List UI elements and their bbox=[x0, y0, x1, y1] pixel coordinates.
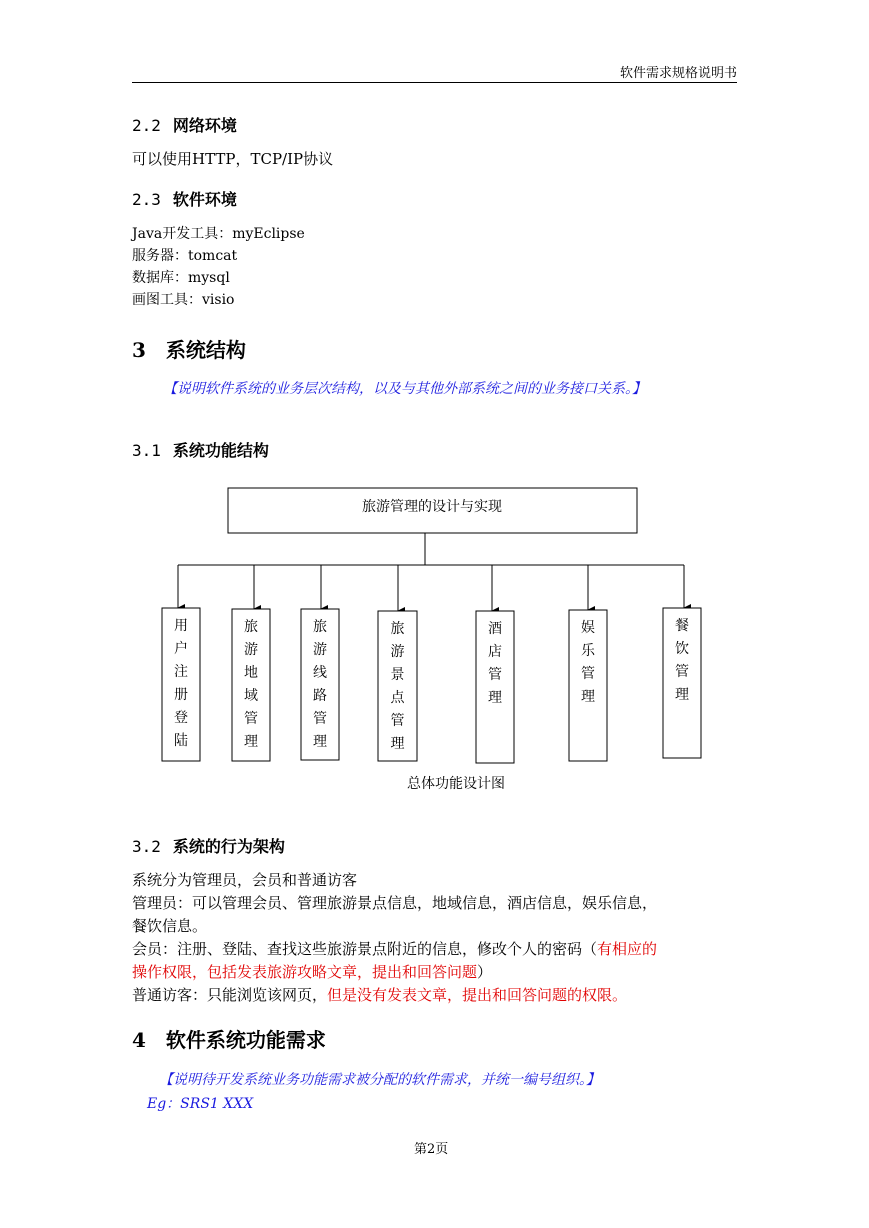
paragraph: 餐饮信息。 bbox=[132, 917, 208, 935]
section-2-2-heading bbox=[132, 113, 237, 136]
section-3-2-heading bbox=[132, 834, 285, 857]
highlight-text: 但是没有发表文章，提出和回答问题的权限。 bbox=[327, 986, 628, 1004]
section-2-3-heading bbox=[132, 187, 237, 210]
software-item: 数据库：mysql bbox=[132, 270, 230, 286]
section-number: 2.3 bbox=[132, 190, 161, 209]
section-title: 软件环境 bbox=[172, 190, 237, 209]
section-4-note: 【说明待开发系统业务功能需求被分配的软件需求，并统一编号组织。】 bbox=[159, 1072, 600, 1088]
paragraph: 系统分为管理员，会员和普通访客 bbox=[132, 871, 358, 889]
behavior-text bbox=[132, 869, 742, 1007]
header-rule bbox=[132, 82, 737, 83]
child-label: 酒店管理 bbox=[488, 621, 502, 706]
section-number: 3 bbox=[132, 338, 146, 362]
section-3-note: 【说明软件系统的业务层次结构，以及与其他外部系统之间的业务接口关系。】 bbox=[163, 381, 646, 397]
root-label: 旅游管理的设计与实现 bbox=[362, 499, 502, 515]
section-title: 系统结构 bbox=[165, 338, 246, 362]
child-label: 旅游地域管理 bbox=[244, 619, 258, 750]
text-run: 普通访客：只能浏览该网页， bbox=[132, 986, 328, 1004]
section-number: 3.1 bbox=[132, 441, 161, 460]
section-title: 系统功能结构 bbox=[172, 441, 269, 460]
paragraph bbox=[132, 938, 742, 961]
section-title: 系统的行为架构 bbox=[172, 837, 285, 856]
child-label: 用户注册登陆 bbox=[174, 618, 188, 749]
section-number: 3.2 bbox=[132, 837, 161, 856]
child-label: 旅游景点管理 bbox=[390, 621, 405, 752]
section-4-heading bbox=[132, 1024, 326, 1053]
network-text: 可以使用HTTP，TCP/IP协议 bbox=[132, 150, 334, 168]
page-number: 第2页 bbox=[414, 1142, 449, 1157]
section-4-example: Eg：SRS1 XXX bbox=[147, 1096, 254, 1112]
paragraph bbox=[132, 984, 742, 1007]
running-header: 软件需求规格说明书 bbox=[619, 66, 737, 81]
section-title: 网络环境 bbox=[172, 116, 237, 135]
child-label: 旅游线路管理 bbox=[313, 619, 327, 750]
software-item: 画图工具：visio bbox=[132, 292, 235, 308]
paragraph bbox=[132, 961, 742, 984]
text-run: 会员：注册、登陆、查找这些旅游景点附近的信息，修改个人的密码（ bbox=[132, 940, 598, 958]
section-number: 2.2 bbox=[132, 116, 161, 135]
child-boxes bbox=[162, 565, 701, 763]
child-label: 娱乐管理 bbox=[581, 620, 595, 705]
software-list bbox=[132, 223, 305, 311]
highlight-text: 有相应的 bbox=[597, 940, 658, 958]
highlight-text: 操作权限，包括发表旅游攻略文章，提出和回答问题 bbox=[132, 963, 478, 981]
section-3-1-heading bbox=[132, 438, 269, 461]
function-structure-diagram bbox=[150, 480, 730, 775]
paragraph: 管理员：可以管理会员、管理旅游景点信息，地域信息，酒店信息，娱乐信息， bbox=[132, 894, 658, 912]
text-run: ） bbox=[477, 963, 493, 981]
section-3-heading bbox=[132, 334, 246, 363]
section-number: 4 bbox=[132, 1028, 146, 1052]
diagram-caption: 总体功能设计图 bbox=[407, 776, 505, 792]
section-title: 软件系统功能需求 bbox=[165, 1028, 326, 1052]
software-item: 服务器：tomcat bbox=[132, 248, 238, 264]
child-label: 餐饮管理 bbox=[675, 618, 689, 703]
software-item: Java开发工具：myEclipse bbox=[132, 226, 305, 242]
